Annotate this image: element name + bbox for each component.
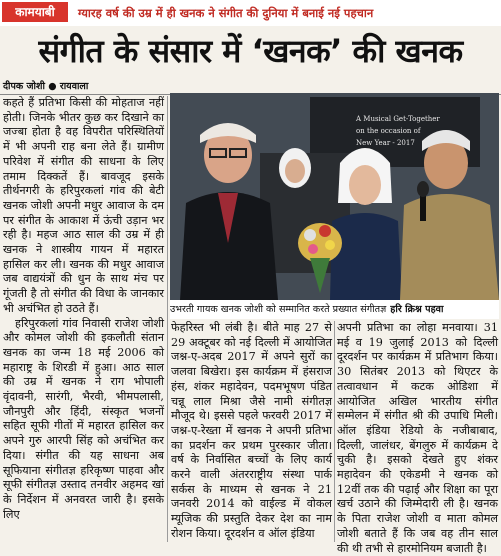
column-divider xyxy=(334,321,335,542)
photo-caption xyxy=(170,300,499,319)
byline: दीपक जोशी ● रायवाला xyxy=(3,81,89,92)
caption-text: उभरती गायक खनक जोशी को सम्मानित करते प्रख्यात संगीतज्ञ xyxy=(170,304,387,315)
column-divider xyxy=(167,96,168,542)
svg-text:New Year - 2017: New Year - 2017 xyxy=(356,139,415,147)
article-paragraph: फेहरिस्त भी लंबी है। बीते माह 27 से 29 अक्टूबर को नई दिल्ली में आयोजित जश्न-ए-अदब 2017 में अपने सुरों का जलवा बिखेरा। इस कार्यक्रम में हंसराज हंस, शंकर महादेवन, पदमभूषण पंडित चन्नू लाल मिश्रा जैसे नामी संगीतज्ञ मौजूद थे। इससे पहले फरवरी 2017 में जश्न-ए-रेख्ता में खनक ने अपनी प्रतिभा का प्रदर्शन कर प्रथम पुरस्कार जीता। वर्ष के निर्वासित बच्चों के लिए कार्य करने वाली अंतरराष्ट्रीय संस्था पार्क सर्कस के माध्यम से खनक ने 21 जनवरी 2014 को वाईल्ड में वोकल म्यूजिक की प्रस्तुति देकर देश का नाम रोशन किया। दूरदर्शन व ऑल इंडिया xyxy=(171,321,332,540)
article-paragraph: हरिपुरकलां गांव निवासी राजेश जोशी और कोमल जोशी की इकलौती संतान खनक का जन्म 18 मई 2006 को महाराष्ट्र के शिरडी में हुआ। आठ साल की उम्र में खनक ने राग भोपाली वृंदावनी, सारंगी, भैरवी, भीमपलासी, जौनपुरी और हिंदी, संस्कृत भजनों सहित सूफी गीतों में महारत हासिल कर अपने गुरु आरपी सिंह को अचंभित कर दिया। संगीत की यह साधना अब सूफियाना संगीतज्ञ हरिकृष्ण पाहवा और सूफी संगीतज्ञ उस्ताद तनवीर अहमद खां के निर्देशन में अनवरत जारी है। इसके लिए xyxy=(3,316,164,521)
article-column-3 xyxy=(337,321,498,555)
section-tag: कामयाबी xyxy=(2,2,68,22)
article-paragraph: कहते हैं प्रतिभा किसी की मोहताज नहीं होती। जिनके भीतर कुछ कर दिखाने का जज्बा होता है वह विपरीत परिस्थितियों में भी अपनी राह बना लेते हैं। ग्रामीण परिवेश में संगीत की साधना के लिए तमाम दिक्कतें हैं। बावजूद इसके तीर्थनगरी के हरिपुरकलां गांव की बेटी खनक जोशी अपनी मधुर आवाज के दम पर संगीत के आकाश में ऊंची उड़ान भर रही है। महज आठ साल की उम्र में ही खनक ने शास्त्रीय गायन में महारत हासिल कर ली। खनक की मधुर आवाज जब वाद्ययंत्रों की धुन के साथ मंच पर गूंजती है तो संगीत की विधा के जानकार भी अचंभित हो उठते हैं। xyxy=(3,96,164,315)
news-photo xyxy=(170,93,499,300)
caption-credit: हरि क्रिश्न पहवा xyxy=(390,304,444,315)
article-paragraph: अपनी प्रतिभा का लोहा मनवाया। 31 मई व 19 जुलाई 2013 को दिल्ली दूरदर्शन पर कार्यक्रम में प्रतिभाग किया। 30 सितंबर 2013 को थिएटर के तत्वावधान में कटक ओडिशा में आयोजित अखिल भारतीय संगीत सम्मेलन में संगीत श्री की उपाधि मिली। ऑल इंडिया रेडियो के नजीबाबाद, दिल्ली, जालंधर, बेंगलुरु में कार्यक्रम दे चुकी है। इसको देखते हुए शंकर महादेवन की एकेडमी ने खनक को 12वीं तक की पढ़ाई और शिक्षा का पूरा खर्च उठाने की जिम्मेदारी ली है। खनक के पिता राजेश जोशी व माता कोमल जोशी बताते हैं कि जब वह तीन साल की थी तभी से हारमोनियम बजाती है। xyxy=(337,321,498,555)
article-column-2 xyxy=(171,321,332,542)
photo-illustration xyxy=(170,93,499,300)
kicker-bar xyxy=(0,0,501,26)
kicker-text: ग्यारह वर्ष की उम्र में ही खनक ने संगीत की दुनिया में बनाई नई पहचान xyxy=(78,6,374,20)
article-column-1 xyxy=(3,96,164,542)
svg-text:A Musical Get-Together: A Musical Get-Together xyxy=(356,115,440,123)
svg-text:on the occasion of: on the occasion of xyxy=(356,127,421,135)
headline: संगीत के संसार में ‘खनक’ की खनक xyxy=(38,32,463,70)
